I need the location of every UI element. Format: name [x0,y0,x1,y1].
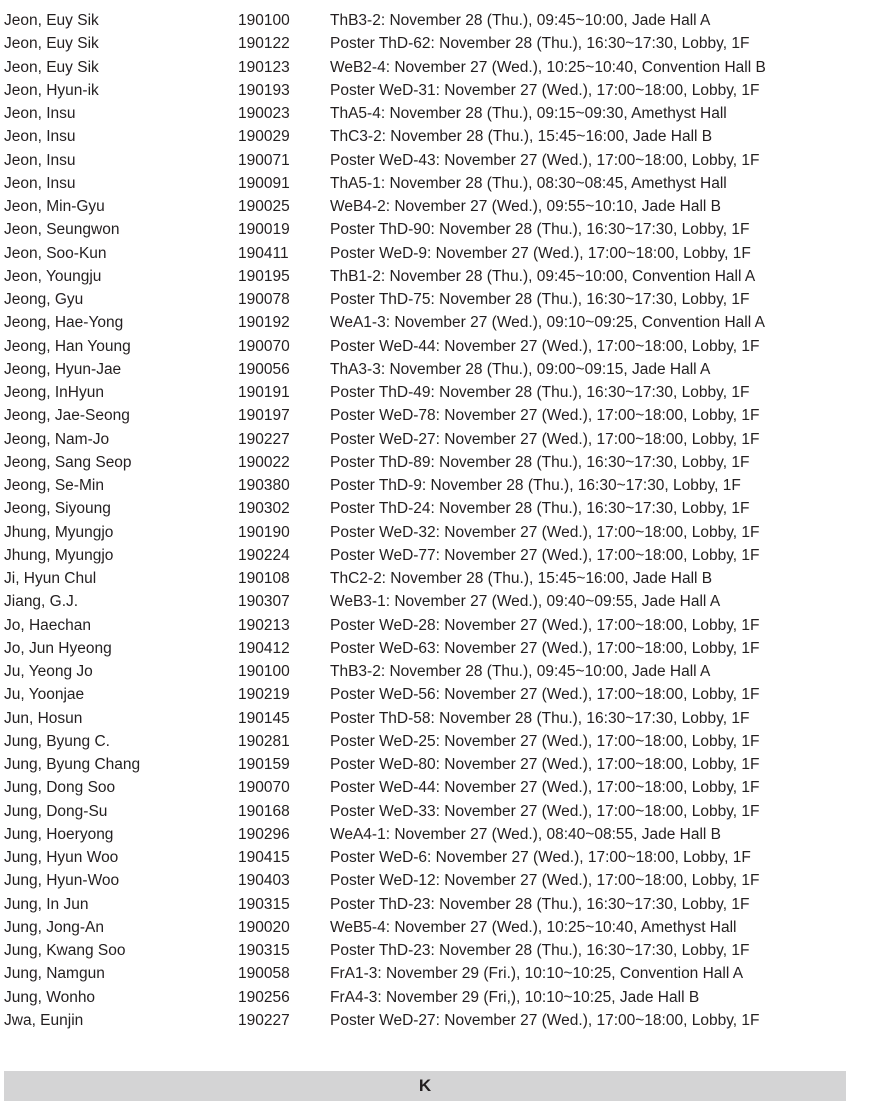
index-row [4,125,874,148]
author-name: Jung, Dong-Su [4,802,108,820]
index-row [4,614,874,637]
paper-id: 190224 [238,546,290,564]
author-name: Jeon, Soo-Kun [4,244,107,262]
paper-id: 190213 [238,616,290,634]
index-row [4,195,874,218]
index-row [4,753,874,776]
session-info: FrA4-3: November 29 (Fri,), 10:10~10:25, Jade Hall B [330,988,700,1006]
author-name: Jung, Hyun Woo [4,849,119,866]
session-info: Poster WeD-44: November 27 (Wed.), 17:00~18:00, Lobby, 1F [330,337,760,355]
paper-id: 190070 [238,779,290,797]
session-info: WeB5-4: November 27 (Wed.), 10:25~10:40, Amethyst Hall [330,918,737,936]
author-name: Jeong, Hyun-Jae [4,360,122,378]
index-row [4,1009,874,1032]
index-row [4,962,874,985]
paper-id: 190281 [238,732,290,750]
index-row [4,9,874,32]
author-name: Jeon, Euy Sik [4,12,99,29]
session-info: Poster WeD-9: November 27 (Wed.), 17:00~18:00, Lobby, 1F [330,244,751,262]
author-name: Jeon, Euy Sik [4,35,99,53]
index-row [4,102,874,125]
index-row [4,567,874,590]
index-row [4,986,874,1009]
author-name: Jwa, Eunjin [4,1011,84,1029]
paper-id: 190123 [238,58,290,76]
author-name: Jung, Hyun-Woo [4,872,120,890]
author-name: Jung, Jong-An [4,918,104,936]
index-row [4,776,874,799]
author-name: Jeon, Min-Gyu [4,198,105,215]
session-info: Poster ThD-89: November 28 (Thu.), 16:30~17:30, Lobby, 1F [330,453,750,471]
author-name: Jeon, Hyun-ik [4,81,99,99]
paper-id: 190100 [238,12,290,29]
author-name: Jo, Haechan [4,616,92,634]
session-info: WeA1-3: November 27 (Wed.), 09:10~09:25, Convention Hall A [330,314,765,332]
session-info: Poster WeD-31: November 27 (Wed.), 17:00~18:00, Lobby, 1F [330,81,760,99]
index-row [4,544,874,567]
paper-id: 190415 [238,849,290,866]
author-name: Jeong, Hae-Yong [4,314,124,332]
paper-id: 190227 [238,430,290,448]
paper-id: 190071 [238,151,290,169]
paper-id: 190070 [238,337,290,355]
session-info: Poster ThD-23: November 28 (Thu.), 16:30~17:30, Lobby, 1F [330,895,750,913]
author-name: Jeon, Insu [4,151,76,169]
paper-id: 190023 [238,105,290,122]
session-info: Poster WeD-44: November 27 (Wed.), 17:00~18:00, Lobby, 1F [330,779,760,797]
author-name: Jeong, Han Young [4,337,131,355]
session-info: Poster WeD-80: November 27 (Wed.), 17:00~18:00, Lobby, 1F [330,756,760,773]
paper-id: 190022 [238,453,290,471]
index-row [4,265,874,288]
session-info: WeB4-2: November 27 (Wed.), 09:55~10:10, Jade Hall B [330,198,722,215]
paper-id: 190168 [238,802,290,820]
paper-id: 190100 [238,663,290,680]
author-name: Ju, Yeong Jo [4,663,93,680]
session-info: Poster ThD-62: November 28 (Thu.), 16:30~17:30, Lobby, 1F [330,35,750,53]
paper-id: 190411 [238,244,289,262]
paper-id: 190019 [238,221,290,239]
session-info: ThB3-2: November 28 (Thu.), 09:45~10:00, Jade Hall A [330,663,711,680]
index-row [4,172,874,195]
index-row [4,521,874,544]
index-row [4,218,874,241]
paper-id: 190380 [238,477,290,494]
index-row [4,637,874,660]
session-info: Poster ThD-9: November 28 (Thu.), 16:30~17:30, Lobby, 1F [330,477,741,494]
author-name: Jeong, Gyu [4,291,84,308]
paper-id: 190403 [238,872,290,890]
paper-id: 190056 [238,360,290,378]
author-name: Jung, Kwang Soo [4,942,126,959]
index-row [4,32,874,55]
author-name: Jung, Namgun [4,965,105,983]
paper-id: 190219 [238,686,290,704]
session-info: Poster ThD-24: November 28 (Thu.), 16:30~17:30, Lobby, 1F [330,500,750,518]
session-info: Poster WeD-78: November 27 (Wed.), 17:00~18:00, Lobby, 1F [330,407,760,425]
author-name: Jung, Dong Soo [4,779,116,797]
author-name: Jeon, Insu [4,105,76,122]
index-row [4,800,874,823]
author-name: Jeong, Siyoung [4,500,111,518]
index-row [4,149,874,172]
paper-id: 190191 [238,384,290,401]
index-row [4,846,874,869]
session-info: Poster WeD-56: November 27 (Wed.), 17:00~18:00, Lobby, 1F [330,686,760,704]
index-row [4,335,874,358]
session-info: Poster WeD-33: November 27 (Wed.), 17:00~18:00, Lobby, 1F [330,802,760,820]
paper-id: 190091 [238,174,290,192]
index-row [4,939,874,962]
session-info: Poster WeD-43: November 27 (Wed.), 17:00~18:00, Lobby, 1F [330,151,760,169]
session-info: WeA4-1: November 27 (Wed.), 08:40~08:55, Jade Hall B [330,825,722,843]
index-row [4,404,874,427]
author-name: Jung, Byung Chang [4,756,141,773]
session-info: Poster WeD-32: November 27 (Wed.), 17:00~18:00, Lobby, 1F [330,523,760,541]
author-name: Jiang, G.J. [4,593,79,611]
session-info: Poster ThD-23: November 28 (Thu.), 16:30~17:30, Lobby, 1F [330,942,750,959]
session-info: WeB2-4: November 27 (Wed.), 10:25~10:40, Convention Hall B [330,58,766,76]
index-row [4,660,874,683]
session-info: Poster ThD-49: November 28 (Thu.), 16:30~17:30, Lobby, 1F [330,384,750,401]
session-info: Poster WeD-77: November 27 (Wed.), 17:00~18:00, Lobby, 1F [330,546,760,564]
session-info: ThA5-1: November 28 (Thu.), 08:30~08:45, Amethyst Hall [330,174,727,192]
index-row [4,730,874,753]
paper-id: 190058 [238,965,290,983]
author-name: Jeon, Insu [4,128,76,146]
author-index-list [4,9,874,1032]
author-name: Jeong, Jae-Seong [4,407,130,425]
session-info: ThB1-2: November 28 (Thu.), 09:45~10:00, Convention Hall A [330,267,756,285]
session-info: ThA5-4: November 28 (Thu.), 09:15~09:30, Amethyst Hall [330,105,727,122]
author-name: Jeon, Youngju [4,267,102,285]
paper-id: 190025 [238,198,290,215]
index-row [4,451,874,474]
paper-id: 190122 [238,35,290,53]
index-row [4,893,874,916]
session-info: Poster ThD-90: November 28 (Thu.), 16:30~17:30, Lobby, 1F [330,221,750,239]
paper-id: 190315 [238,942,290,959]
paper-id: 190412 [238,639,290,657]
index-row [4,474,874,497]
paper-id: 190108 [238,570,290,587]
author-name: Jung, Byung C. [4,732,110,750]
paper-id: 190078 [238,291,290,308]
session-info: Poster WeD-6: November 27 (Wed.), 17:00~18:00, Lobby, 1F [330,849,751,866]
author-name: Jung, In Jun [4,895,89,913]
author-name: Jeong, Se-Min [4,477,104,494]
index-row [4,79,874,102]
session-info: Poster WeD-27: November 27 (Wed.), 17:00~18:00, Lobby, 1F [330,1011,760,1029]
paper-id: 190145 [238,709,290,727]
index-row [4,428,874,451]
paper-id: 190307 [238,593,290,611]
author-name: Ju, Yoonjae [4,686,85,704]
author-name: Jhung, Myungjo [4,523,114,541]
author-name: Jo, Jun Hyeong [4,639,112,657]
session-info: WeB3-1: November 27 (Wed.), 09:40~09:55, Jade Hall A [330,593,721,611]
session-info: Poster WeD-12: November 27 (Wed.), 17:00~18:00, Lobby, 1F [330,872,760,890]
author-name: Jhung, Myungjo [4,546,114,564]
paper-id: 190256 [238,988,290,1006]
author-name: Jeong, InHyun [4,384,104,401]
index-row [4,288,874,311]
session-info: Poster WeD-63: November 27 (Wed.), 17:00~18:00, Lobby, 1F [330,639,760,657]
paper-id: 190159 [238,756,290,773]
session-info: Poster ThD-75: November 28 (Thu.), 16:30~17:30, Lobby, 1F [330,291,750,308]
session-info: ThA3-3: November 28 (Thu.), 09:00~09:15, Jade Hall A [330,360,711,378]
index-row [4,683,874,706]
index-row [4,242,874,265]
paper-id: 190192 [238,314,290,332]
author-name: Jeon, Euy Sik [4,58,99,76]
author-name: Jeong, Nam-Jo [4,430,110,448]
session-info: Poster WeD-27: November 27 (Wed.), 17:00~18:00, Lobby, 1F [330,430,760,448]
author-name: Jung, Hoeryong [4,825,114,843]
author-name: Jeong, Sang Seop [4,453,132,471]
session-info: ThC3-2: November 28 (Thu.), 15:45~16:00, Jade Hall B [330,128,713,146]
paper-id: 190029 [238,128,290,146]
index-row [4,497,874,520]
author-name: Jung, Wonho [4,988,96,1006]
session-info: Poster ThD-58: November 28 (Thu.), 16:30~17:30, Lobby, 1F [330,709,750,727]
session-info: FrA1-3: November 29 (Fri.), 10:10~10:25, Convention Hall A [330,965,744,983]
index-row [4,869,874,892]
index-row [4,823,874,846]
session-info: Poster WeD-28: November 27 (Wed.), 17:00~18:00, Lobby, 1F [330,616,760,634]
paper-id: 190197 [238,407,290,425]
author-name: Jeon, Insu [4,174,76,192]
index-row [4,381,874,404]
session-info: ThB3-2: November 28 (Thu.), 09:45~10:00, Jade Hall A [330,12,711,29]
paper-id: 190296 [238,825,290,843]
session-info: ThC2-2: November 28 (Thu.), 15:45~16:00, Jade Hall B [330,570,713,587]
index-row [4,311,874,334]
author-name: Jeon, Seungwon [4,221,120,239]
paper-id: 190227 [238,1011,290,1029]
index-row [4,916,874,939]
index-row [4,56,874,79]
paper-id: 190190 [238,523,290,541]
author-name: Ji, Hyun Chul [4,570,97,587]
session-info: Poster WeD-25: November 27 (Wed.), 17:00~18:00, Lobby, 1F [330,732,760,750]
index-row [4,707,874,730]
paper-id: 190315 [238,895,290,913]
index-row [4,590,874,613]
section-header-k: K [4,1071,846,1101]
paper-id: 190195 [238,267,290,285]
paper-id: 190302 [238,500,290,518]
paper-id: 190020 [238,918,290,936]
author-name: Jun, Hosun [4,709,83,727]
index-row [4,358,874,381]
paper-id: 190193 [238,81,290,99]
